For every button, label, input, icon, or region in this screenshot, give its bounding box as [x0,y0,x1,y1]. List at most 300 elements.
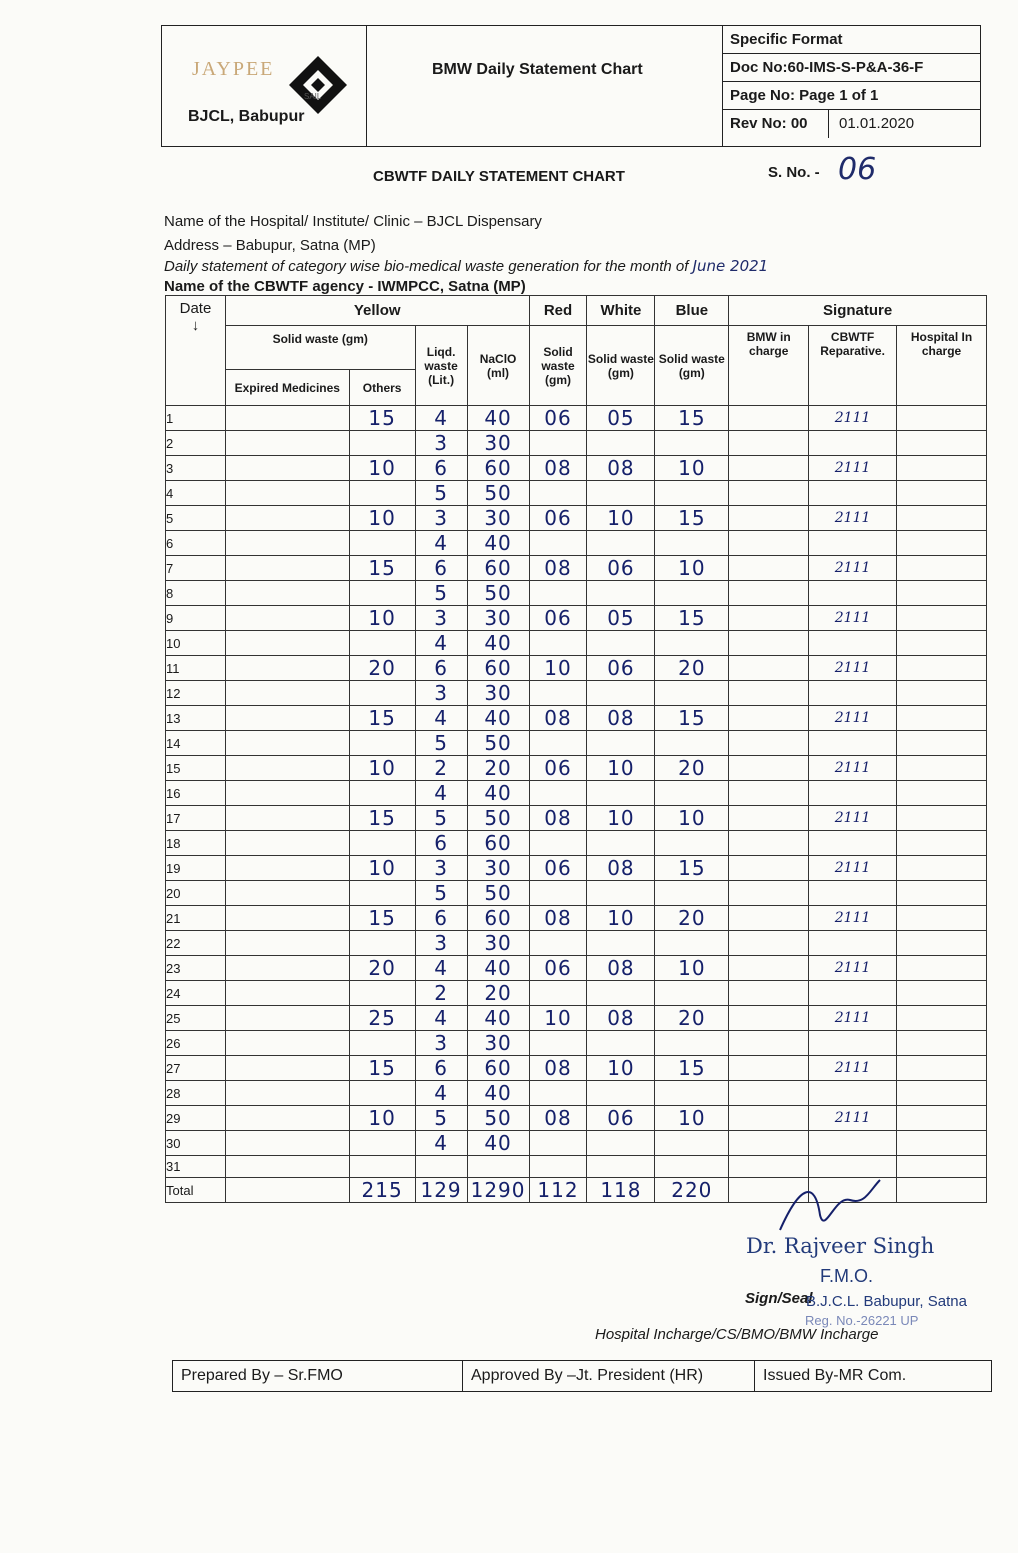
hospital-sig-cell [897,856,987,881]
expired-cell [225,681,349,706]
hospital-sig-cell [897,456,987,481]
expired-cell [225,831,349,856]
blue-cell: 10 [655,1106,729,1131]
liqd-cell: 3 [415,606,467,631]
blue-sub-header: Solid waste (gm) [655,326,729,406]
date-cell: 24 [166,981,226,1006]
doctor-designation: F.M.O. [820,1266,873,1286]
liqd-cell: 5 [415,581,467,606]
liqd-cell: 6 [415,831,467,856]
naclo-cell: 50 [467,481,529,506]
expired-cell [225,531,349,556]
naclo-cell: 30 [467,606,529,631]
naclo-cell: 40 [467,781,529,806]
expired-cell [225,656,349,681]
table-row [166,806,987,831]
date-cell: 31 [166,1156,226,1178]
bmw-sig-cell [729,806,809,831]
naclo-cell: 60 [467,556,529,581]
expired-cell [225,1131,349,1156]
white-cell [587,1156,655,1178]
others-cell [349,831,415,856]
blue-cell: 10 [655,456,729,481]
bmw-sig-cell [729,831,809,856]
white-cell [587,531,655,556]
red-cell [529,731,587,756]
cbwtf-sig-cell: 2111 [809,1006,897,1031]
cbwtf-sig-cell [809,481,897,506]
others-cell [349,1031,415,1056]
naclo-cell: 30 [467,856,529,881]
expired-cell [225,781,349,806]
statement-month: June 2021 [692,257,769,275]
table-row [166,1056,987,1081]
bmw-sig-cell [729,456,809,481]
liqd-cell: 3 [415,931,467,956]
date-cell: 20 [166,881,226,906]
bmw-sig-cell [729,581,809,606]
expired-cell [225,756,349,781]
total-white: 118 [587,1178,655,1203]
table-row [166,706,987,731]
white-cell: 10 [587,756,655,781]
date-cell: 25 [166,1006,226,1031]
red-cell [529,531,587,556]
white-cell [587,981,655,1006]
blue-cell: 10 [655,806,729,831]
white-cell: 06 [587,1106,655,1131]
blue-cell [655,731,729,756]
date-cell: 29 [166,1106,226,1131]
hospital-sig-cell [897,531,987,556]
red-cell: 06 [529,406,587,431]
total-label: Total [166,1178,226,1203]
naclo-cell: 60 [467,1056,529,1081]
red-cell [529,981,587,1006]
white-cell: 06 [587,556,655,581]
cbwtf-sig-cell [809,531,897,556]
bmw-sig-cell [729,481,809,506]
bmw-sig-cell [729,681,809,706]
red-sub-header: Solid waste (gm) [529,326,587,406]
chart-title: BMW Daily Statement Chart [432,61,643,78]
liqd-cell: 4 [415,781,467,806]
liqd-cell: 2 [415,981,467,1006]
table-row [166,656,987,681]
hospital-sig-cell [897,431,987,456]
cbwtf-sig-cell [809,581,897,606]
others-cell: 15 [349,906,415,931]
table-row [166,581,987,606]
liqd-cell: 5 [415,806,467,831]
total-hospital-sig [897,1178,987,1203]
table-row [166,1106,987,1131]
expired-cell [225,1106,349,1131]
naclo-cell: 30 [467,681,529,706]
cbwtf-sig-cell: 2111 [809,956,897,981]
table-row [166,406,987,431]
blue-cell [655,1031,729,1056]
table-row [166,981,987,1006]
bmw-sig-cell [729,781,809,806]
expired-cell [225,1156,349,1178]
bmw-sig-cell [729,731,809,756]
hospital-sig-cell [897,1056,987,1081]
red-cell [529,1081,587,1106]
cbwtf-sig-cell [809,431,897,456]
hospital-sig-cell [897,806,987,831]
others-cell: 20 [349,956,415,981]
table-row [166,1031,987,1056]
hospital-incharge-header: Hospital In charge [897,326,987,406]
liqd-cell: 3 [415,431,467,456]
red-cell: 06 [529,506,587,531]
date-cell: 10 [166,631,226,656]
hospital-sig-cell [897,631,987,656]
date-cell: 3 [166,456,226,481]
liqd-cell: 4 [415,406,467,431]
red-cell [529,881,587,906]
white-header: White [587,296,655,326]
hospital-name: Name of the Hospital/ Institute/ Clinic – BJCL Dispensary [164,213,542,230]
date-cell: 16 [166,781,226,806]
date-cell: 5 [166,506,226,531]
table-row [166,931,987,956]
table-row [166,1081,987,1106]
others-cell [349,581,415,606]
expired-cell [225,1081,349,1106]
expired-cell [225,1006,349,1031]
table-row [166,631,987,656]
bmw-sig-cell [729,1056,809,1081]
others-cell: 10 [349,606,415,631]
others-cell: 10 [349,456,415,481]
signoff-role: Hospital Incharge/CS/BMO/BMW Incharge [595,1326,879,1343]
down-arrow-icon: ↓ [191,317,200,334]
cbwtf-sig-cell: 2111 [809,1056,897,1081]
bmw-sig-cell [729,506,809,531]
date-header [166,296,226,406]
others-cell [349,1081,415,1106]
others-cell [349,881,415,906]
others-cell: 15 [349,1056,415,1081]
hospital-sig-cell [897,906,987,931]
table-row [166,506,987,531]
bmw-sig-cell [729,706,809,731]
bmw-sig-cell [729,956,809,981]
blue-cell: 20 [655,656,729,681]
date-cell: 30 [166,1131,226,1156]
liqd-cell: 5 [415,481,467,506]
blue-cell: 20 [655,1006,729,1031]
specific-format: Specific Format [722,26,980,54]
others-cell: 10 [349,756,415,781]
title-cell [366,26,723,146]
company-name: BJCL, Babupur [188,108,305,125]
liqd-cell: 4 [415,706,467,731]
liqd-cell: 2 [415,756,467,781]
blue-cell [655,881,729,906]
bmw-sig-cell [729,606,809,631]
blue-cell: 15 [655,856,729,881]
total-expired [225,1178,349,1203]
red-cell: 10 [529,656,587,681]
others-cell [349,731,415,756]
cbwtf-sig-cell [809,681,897,706]
liqd-waste-header: Liqd. waste (Lit.) [415,326,467,406]
blue-cell [655,981,729,1006]
expired-cell [225,606,349,631]
expired-cell [225,631,349,656]
hospital-sig-cell [897,1156,987,1178]
others-cell [349,981,415,1006]
others-cell [349,481,415,506]
bmw-sig-cell [729,881,809,906]
rev-no: Rev No: 00 [730,115,808,132]
table-row [166,831,987,856]
date-cell: 26 [166,1031,226,1056]
liqd-cell: 6 [415,556,467,581]
bmw-sig-cell [729,1106,809,1131]
cbwtf-sig-cell: 2111 [809,506,897,531]
table-row [166,556,987,581]
naclo-cell: 40 [467,956,529,981]
red-cell [529,431,587,456]
blue-cell [655,431,729,456]
naclo-cell: 50 [467,581,529,606]
others-cell: 25 [349,1006,415,1031]
white-cell: 08 [587,456,655,481]
expired-cell [225,881,349,906]
naclo-cell: 20 [467,756,529,781]
naclo-cell: 40 [467,1006,529,1031]
doctor-name: Dr. Rajveer Singh [746,1234,935,1258]
naclo-cell: 40 [467,531,529,556]
date-cell: 27 [166,1056,226,1081]
bmw-sig-cell [729,906,809,931]
liqd-cell: 3 [415,1031,467,1056]
naclo-cell: 20 [467,981,529,1006]
red-cell [529,1031,587,1056]
total-blue: 220 [655,1178,729,1203]
blue-cell [655,481,729,506]
bmw-sig-cell [729,1131,809,1156]
table-row [166,606,987,631]
naclo-cell: 60 [467,456,529,481]
white-cell [587,431,655,456]
white-cell: 05 [587,606,655,631]
expired-cell [225,556,349,581]
naclo-cell: 60 [467,656,529,681]
red-cell [529,831,587,856]
white-cell: 08 [587,956,655,981]
white-sub-header: Solid waste (gm) [587,326,655,406]
naclo-cell: 30 [467,1031,529,1056]
others-cell [349,1156,415,1178]
date-cell: 17 [166,806,226,831]
naclo-cell: 40 [467,706,529,731]
sail-logo-label: SAIL [304,92,322,101]
date-cell: 14 [166,731,226,756]
red-cell [529,781,587,806]
blue-cell [655,631,729,656]
others-cell: 15 [349,706,415,731]
liqd-cell: 5 [415,881,467,906]
cbwtf-sig-cell: 2111 [809,906,897,931]
bmw-sig-cell [729,756,809,781]
date-cell: 12 [166,681,226,706]
date-cell: 6 [166,531,226,556]
table-row [166,756,987,781]
naclo-cell: 40 [467,631,529,656]
bmw-sig-cell [729,556,809,581]
table-row [166,956,987,981]
cbwtf-sig-cell [809,881,897,906]
hospital-sig-cell [897,881,987,906]
bmw-sig-cell [729,856,809,881]
date-cell: 9 [166,606,226,631]
blue-cell [655,831,729,856]
white-cell [587,581,655,606]
cbwtf-sig-cell: 2111 [809,656,897,681]
table-row [166,1131,987,1156]
blue-cell: 20 [655,906,729,931]
naclo-header: NaClO (ml) [467,326,529,406]
serial-value: 06 [838,152,877,187]
white-cell: 10 [587,1056,655,1081]
statement-line [164,257,768,275]
hospital-sig-cell [897,981,987,1006]
cbwtf-sig-cell [809,731,897,756]
hospital-sig-cell [897,931,987,956]
date-cell: 23 [166,956,226,981]
naclo-cell: 30 [467,506,529,531]
date-cell: 13 [166,706,226,731]
jaypee-logo-text: JAYPEE [192,58,275,80]
cbwtf-sig-cell: 2111 [809,556,897,581]
doc-no: Doc No:60-IMS-S-P&A-36-F [722,54,980,82]
cbwtf-rep-header: CBWTF Reparative. [809,326,897,406]
date-cell: 19 [166,856,226,881]
red-cell: 08 [529,556,587,581]
white-cell [587,481,655,506]
table-row [166,881,987,906]
yellow-header: Yellow [225,296,529,326]
blue-header: Blue [655,296,729,326]
others-cell [349,931,415,956]
cbwtf-sig-cell: 2111 [809,406,897,431]
liqd-cell: 4 [415,1006,467,1031]
hospital-sig-cell [897,481,987,506]
waste-table [165,295,987,1203]
naclo-cell: 40 [467,1131,529,1156]
hospital-sig-cell [897,1006,987,1031]
expired-cell [225,1031,349,1056]
bmw-sig-cell [729,1081,809,1106]
date-cell: 21 [166,906,226,931]
liqd-cell: 6 [415,1056,467,1081]
liqd-cell: 3 [415,856,467,881]
naclo-cell: 40 [467,406,529,431]
liqd-cell: 4 [415,631,467,656]
others-cell: 15 [349,556,415,581]
others-cell [349,781,415,806]
table-row [166,856,987,881]
table-row [166,681,987,706]
white-cell [587,731,655,756]
naclo-cell: 60 [467,831,529,856]
hospital-sig-cell [897,706,987,731]
blue-cell [655,931,729,956]
total-naclo: 1290 [467,1178,529,1203]
blue-cell [655,1081,729,1106]
others-cell [349,681,415,706]
others-header: Others [349,370,415,406]
red-cell [529,1156,587,1178]
liqd-cell: 6 [415,656,467,681]
hospital-sig-cell [897,406,987,431]
bmw-sig-cell [729,931,809,956]
expired-cell [225,406,349,431]
hospital-sig-cell [897,606,987,631]
white-cell: 10 [587,506,655,531]
others-cell: 20 [349,656,415,681]
others-cell [349,531,415,556]
hospital-sig-cell [897,1131,987,1156]
cbwtf-sig-cell: 2111 [809,1106,897,1131]
blue-cell: 10 [655,956,729,981]
naclo-cell: 60 [467,906,529,931]
naclo-cell: 40 [467,1081,529,1106]
blue-cell: 10 [655,556,729,581]
naclo-cell [467,1156,529,1178]
bmw-sig-cell [729,981,809,1006]
sign-seal-label: Sign/Seal [745,1290,813,1307]
blue-cell: 15 [655,406,729,431]
blue-cell: 15 [655,1056,729,1081]
others-cell [349,631,415,656]
date-cell: 2 [166,431,226,456]
hospital-sig-cell [897,556,987,581]
white-cell [587,781,655,806]
expired-medicines-header: Expired Medicines [225,370,349,406]
hospital-sig-cell [897,506,987,531]
date-cell: 28 [166,1081,226,1106]
approved-by: Approved By –Jt. President (HR) [463,1361,755,1391]
total-red: 112 [529,1178,587,1203]
expired-cell [225,856,349,881]
white-cell [587,1131,655,1156]
red-cell [529,481,587,506]
blue-cell: 15 [655,706,729,731]
table-row [166,781,987,806]
rev-row [722,110,980,138]
naclo-cell: 30 [467,431,529,456]
red-cell [529,1131,587,1156]
red-cell: 08 [529,706,587,731]
table-row [166,906,987,931]
liqd-cell: 5 [415,1106,467,1131]
red-cell: 08 [529,1106,587,1131]
liqd-cell: 4 [415,956,467,981]
red-cell: 08 [529,456,587,481]
blue-cell [655,581,729,606]
liqd-cell: 6 [415,456,467,481]
naclo-cell: 50 [467,881,529,906]
liqd-cell: 5 [415,731,467,756]
hospital-sig-cell [897,656,987,681]
expired-cell [225,731,349,756]
